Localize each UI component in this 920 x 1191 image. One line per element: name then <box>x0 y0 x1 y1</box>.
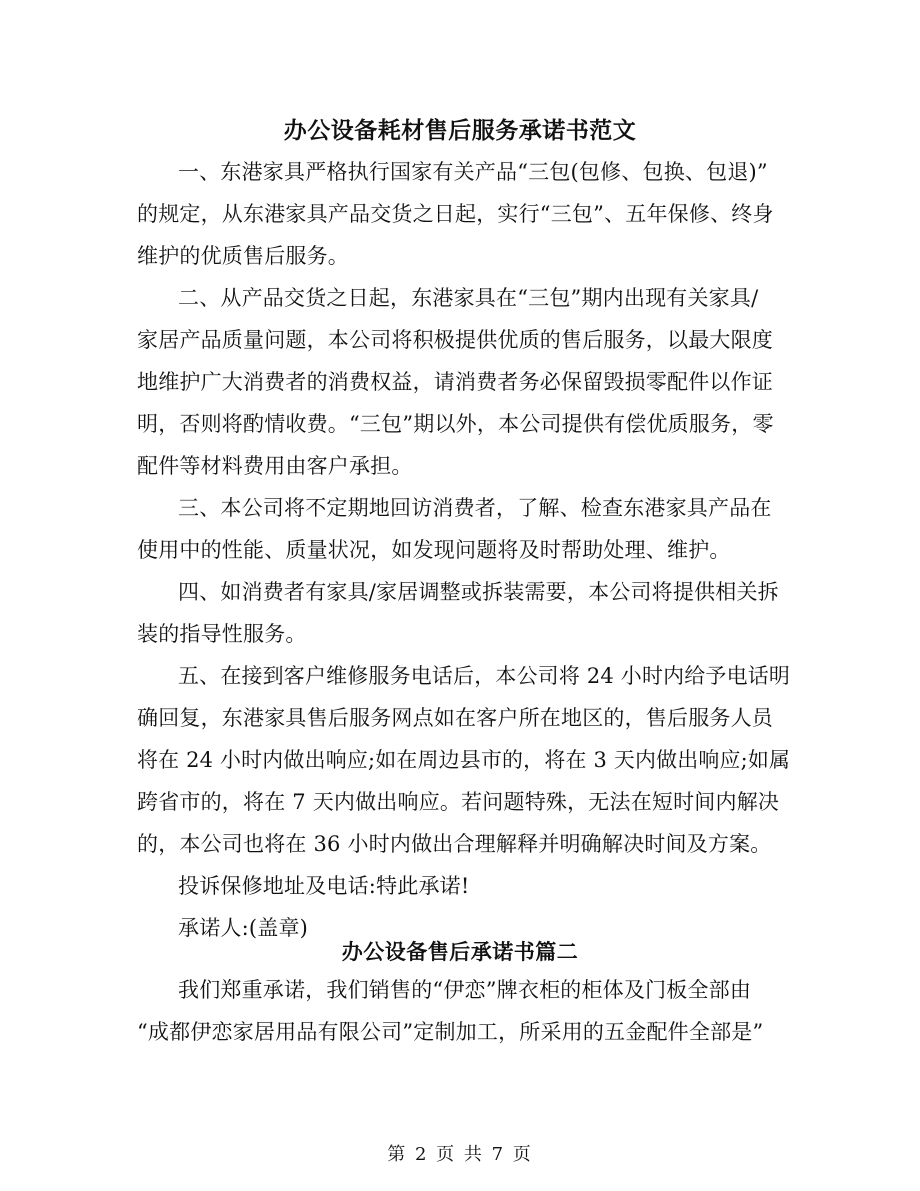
paragraph-line: 三、本公司将不定期地回访消费者，了解、检查东港家具产品在 <box>178 496 772 520</box>
paragraph-line: 五、在接到客户维修服务电话后，本公司将 24 小时内给予电话明 <box>178 664 791 688</box>
paragraph-line: 维护的优质售后服务。 <box>137 244 349 268</box>
page-number: 第 2 页 共 7 页 <box>387 1144 533 1165</box>
paragraph-line: 配件等材料费用由客户承担。 <box>137 454 413 478</box>
paragraph-line: 家居产品质量问题，本公司将积极提供优质的售后服务，以最大限度 <box>137 328 773 352</box>
section-title: 办公设备售后承诺书篇二 <box>341 939 579 964</box>
paragraph-line: 我们郑重承诺，我们销售的“伊恋”牌衣柜的柜体及门板全部由 <box>178 978 752 1002</box>
paragraph-line: 四、如消费者有家具/家居调整或拆装需要，本公司将提供相关拆 <box>178 580 779 604</box>
paragraph-line: 的，本公司也将在 36 小时内做出合理解释并明确解决时间及方案。 <box>137 832 772 856</box>
paragraph-line: 地维护广大消费者的消费权益，请消费者务必保留毁损零配件以作证 <box>137 370 773 394</box>
paragraph-line: 装的指导性服务。 <box>137 622 307 646</box>
paragraph-line: “成都伊恋家居用品有限公司”定制加工，所采用的五金配件全部是” <box>137 1020 764 1044</box>
paragraph-line: 将在 24 小时内做出响应;如在周边县市的，将在 3 天内做出响应;如属 <box>137 748 791 772</box>
paragraph-line: 的规定，从东港家具产品交货之日起，实行“三包”、五年保修、终身 <box>137 202 774 226</box>
paragraph-line: 跨省市的，将在 7 天内做出响应。若问题特殊，无法在短时间内解决 <box>137 790 780 814</box>
paragraph-line: 使用中的性能、质量状况，如发现问题将及时帮助处理、维护。 <box>137 538 731 562</box>
signatory-line: 承诺人:(盖章) <box>178 916 309 940</box>
paragraph-line: 确回复，东港家具售后服务网点如在客户所在地区的，售后服务人员 <box>137 706 773 730</box>
paragraph-line: 明，否则将酌情收费。“三包”期以外，本公司提供有偿优质服务，零 <box>137 412 774 436</box>
paragraph-line: 一、东港家具严格执行国家有关产品“三包(包修、包换、包退)” <box>178 160 768 184</box>
document-title: 办公设备耗材售后服务承诺书范文 <box>283 117 637 144</box>
complaint-line: 投诉保修地址及电话:特此承诺! <box>178 874 470 898</box>
paragraph-line: 二、从产品交货之日起，东港家具在“三包”期内出现有关家具/ <box>178 286 759 310</box>
